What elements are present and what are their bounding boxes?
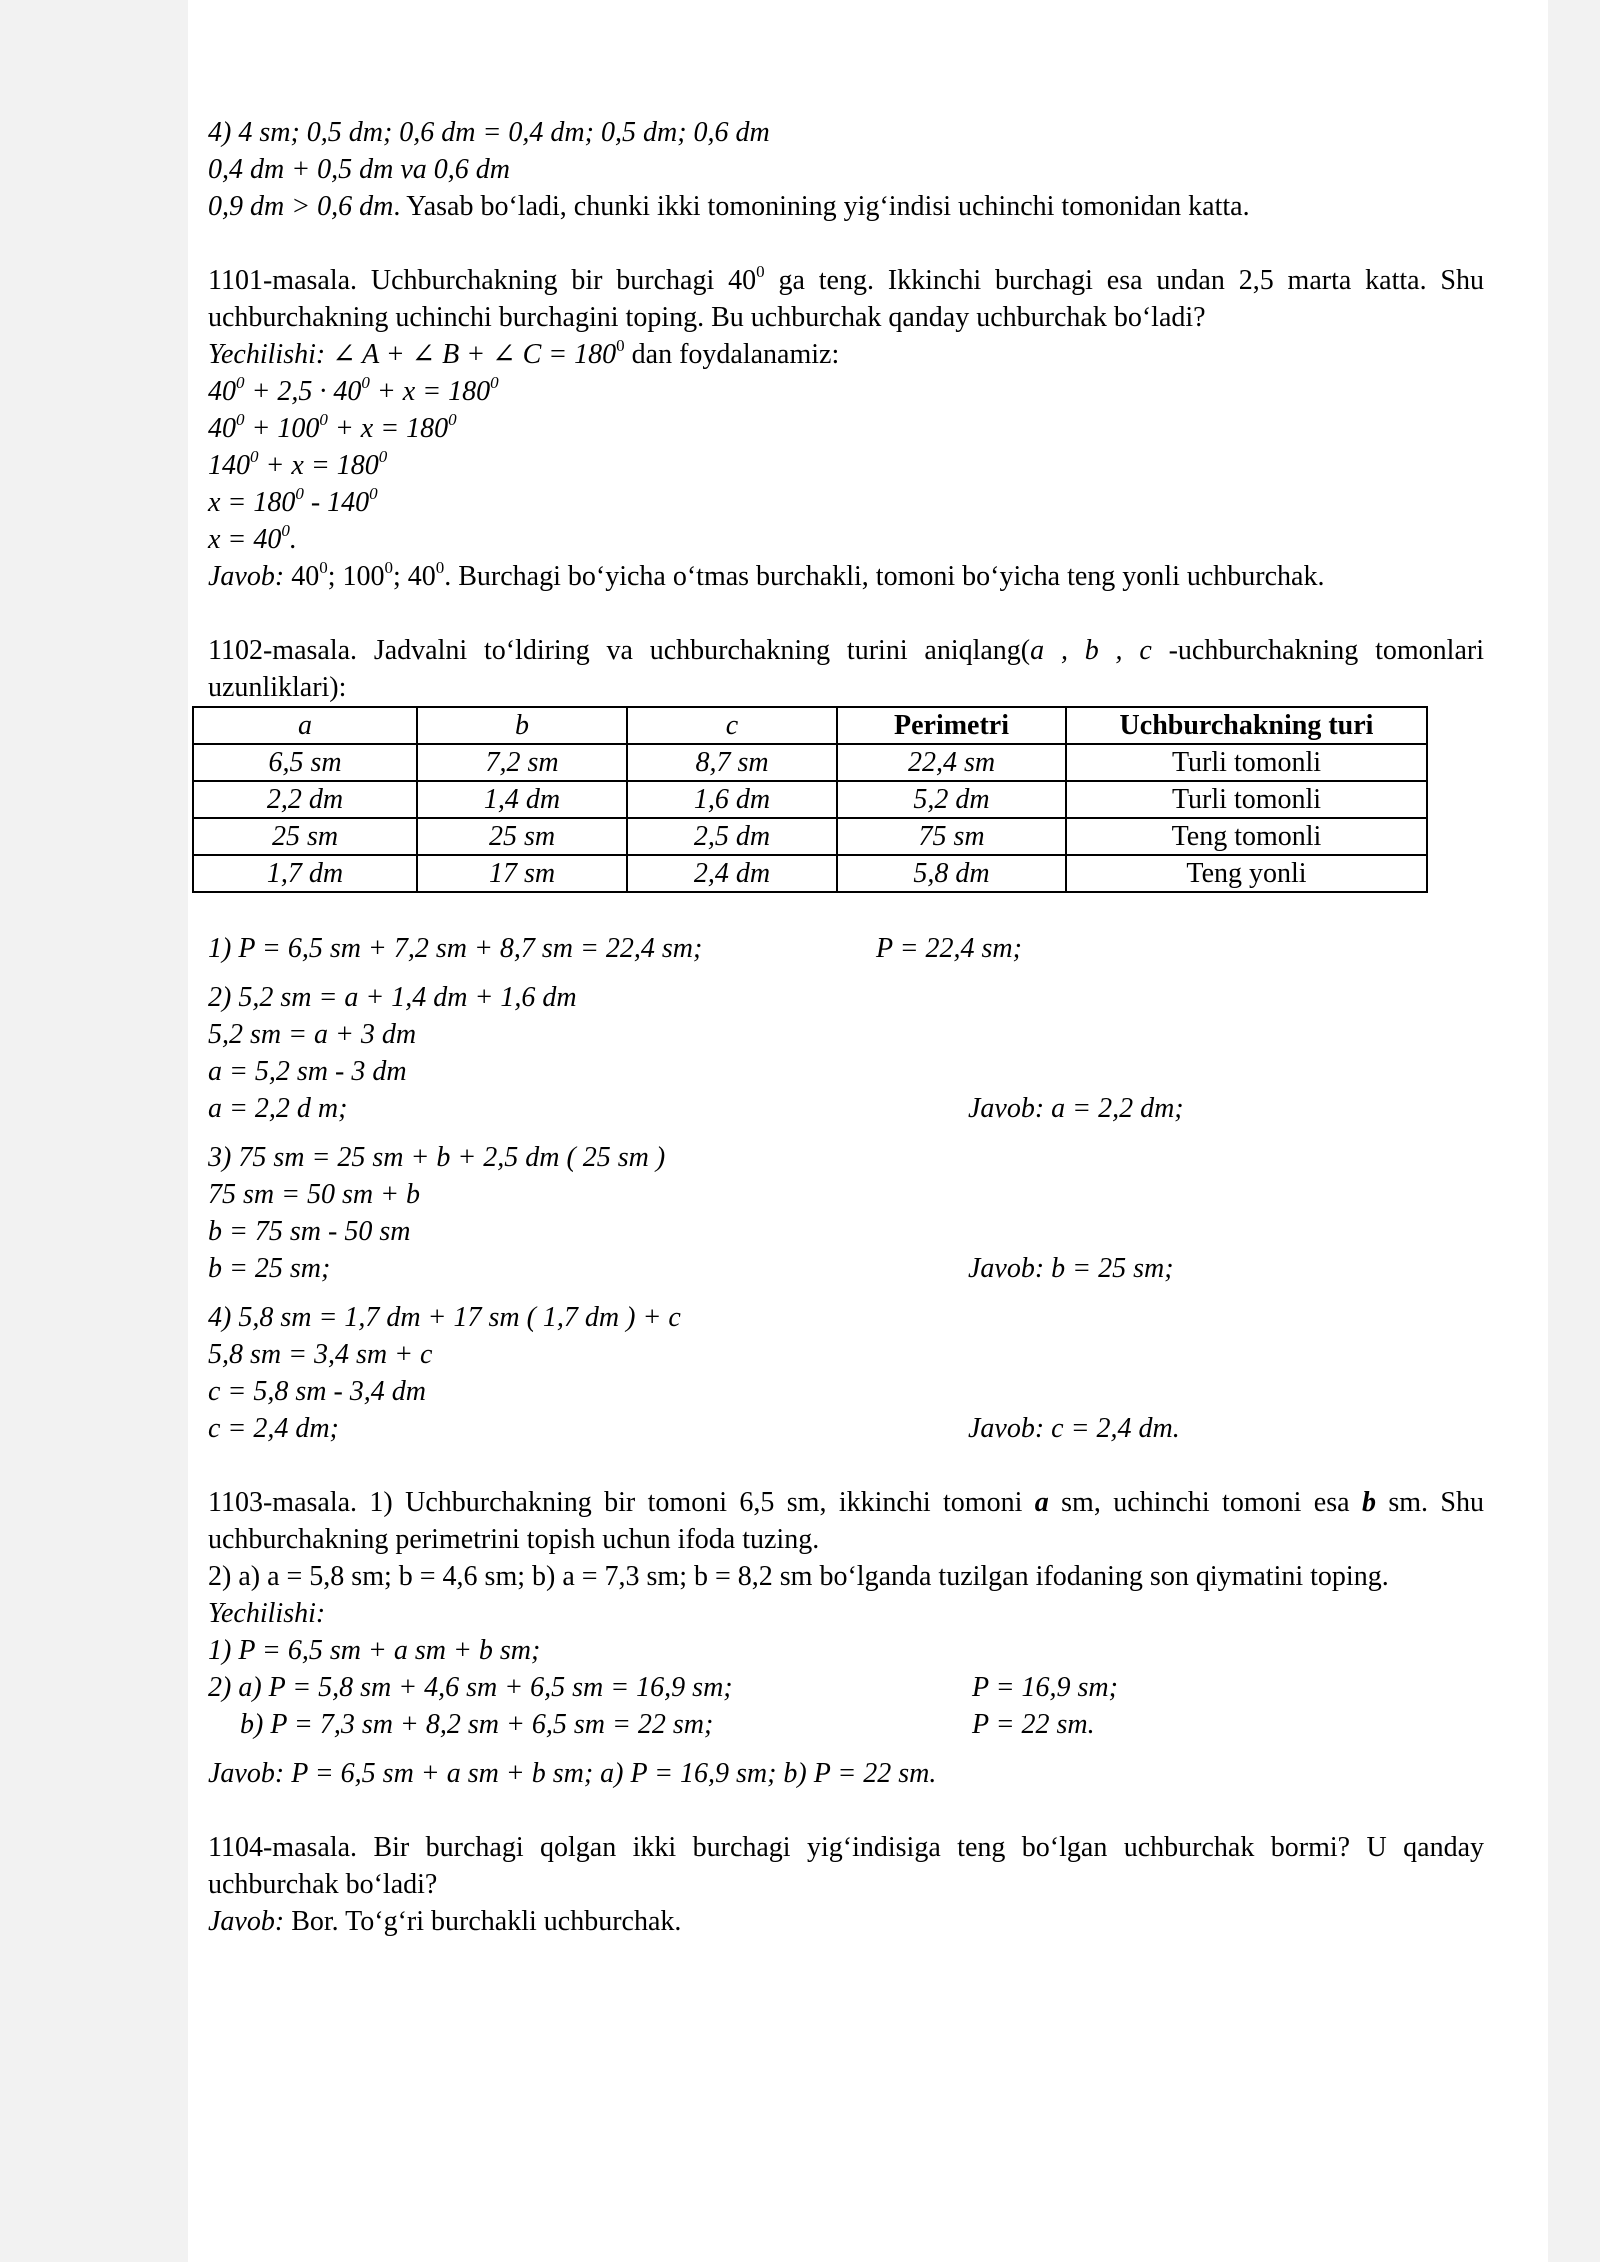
solution-line: 1) P = 6,5 sm + a sm + b sm; (208, 1635, 541, 1666)
equation-line: $x = 180^0 - 140^0$ (208, 483, 378, 518)
table-cell: 2,4 dm (627, 855, 837, 892)
table-row (193, 781, 1427, 818)
problem-1102-statement: 1102-masala. Jadvalni to‘ldiring va uchburchakning turini aniqlang(a , b , c -uchburchakning tomonlari uzunliklari): (208, 635, 1484, 703)
solution-header: Yechilishi: ∠ A + ∠ B + ∠ $C = 180^0$ dan foydalanamiz: (208, 335, 840, 370)
solution-line: a = 5,2 sm - 3 dm (208, 1056, 407, 1087)
solution-line: b = 25 sm; Javob: b = 25 sm; (208, 1253, 1174, 1284)
column-header: Perimetri (837, 707, 1066, 744)
solution-line: b = 75 sm - 50 sm (208, 1216, 411, 1247)
text-line (208, 151, 1484, 188)
table-cell: 17 sm (417, 855, 627, 892)
table-cell: 25 sm (417, 818, 627, 855)
table-cell: Turli tomonli (1066, 744, 1427, 781)
text: . Yasab bo‘ladi, chunki ikki tomonining yig‘indisi uchinchi tomonidan katta. (393, 191, 1250, 222)
solution-line: 2) 5,2 sm = a + 1,4 dm + 1,6 dm (208, 982, 577, 1013)
solution-line: c = 2,4 dm; Javob: c = 2,4 dm. (208, 1413, 1180, 1444)
table-cell: 5,2 dm (837, 781, 1066, 818)
problem-1103-part2: 2) a) a = 5,8 sm; b = 4,6 sm; b) a = 7,3 sm; b = 8,2 sm bo‘lganda tuzilgan ifodaning son qiymatini toping. (208, 1561, 1389, 1592)
table-cell: 7,2 sm (417, 744, 627, 781)
column-header: a (193, 707, 417, 744)
table-cell: 2,5 dm (627, 818, 837, 855)
equation-line: $140^0 + x = 180^0$ (208, 446, 388, 481)
table-cell: 25 sm (193, 818, 417, 855)
table-cell: 75 sm (837, 818, 1066, 855)
table-cell: 2,2 dm (193, 781, 417, 818)
table-header-row (193, 707, 1427, 744)
document-content (208, 114, 1484, 1940)
solution-header: Yechilishi: (208, 1598, 326, 1629)
equation-line: $40^0 + 2,5 \cdot 40^0 + x = 180^0$ (208, 372, 499, 407)
column-header: Uchburchakning turi (1066, 707, 1427, 744)
table-cell: 5,8 dm (837, 855, 1066, 892)
triangle-table (192, 706, 1428, 893)
table-cell: Teng tomonli (1066, 818, 1427, 855)
solution-line: 75 sm = 50 sm + b (208, 1179, 421, 1210)
table-cell: Teng yonli (1066, 855, 1427, 892)
table-cell: 22,4 sm (837, 744, 1066, 781)
table-cell: 6,5 sm (193, 744, 417, 781)
solution-line: 5,2 sm = a + 3 dm (208, 1019, 417, 1050)
math-expression: 0,9 dm > 0,6 dm (208, 191, 394, 222)
solution-line: 3) 75 sm = 25 sm + b + 2,5 dm ( 25 sm ) (208, 1142, 666, 1173)
answer-line: Javob: P = 6,5 sm + a sm + b sm; a) P = 16,9 sm; b) P = 22 sm. (208, 1758, 937, 1789)
solution-line: c = 5,8 sm - 3,4 dm (208, 1376, 426, 1407)
solution-line: a = 2,2 d m; Javob: a = 2,2 dm; (208, 1093, 1184, 1124)
table-row (193, 744, 1427, 781)
solution-line: 4) 5,8 sm = 1,7 dm + 17 sm ( 1,7 dm ) + c (208, 1302, 681, 1333)
answer-line: Javob: Bor. To‘g‘ri burchakli uchburchak. (208, 1906, 682, 1937)
table-cell: Turli tomonli (1066, 781, 1427, 818)
table-cell: 8,7 sm (627, 744, 837, 781)
solution-line: 1) P = 6,5 sm + 7,2 sm + 8,7 sm = 22,4 sm; P = 22,4 sm; (208, 933, 1022, 964)
table-row (193, 855, 1427, 892)
math-expression: 0,4 dm + 0,5 dm va 0,6 dm (208, 154, 510, 185)
text-line (208, 114, 1484, 151)
math-expression: 4) 4 sm; 0,5 dm; 0,6 dm = 0,4 dm; 0,5 dm; 0,6 dm (208, 117, 770, 148)
problem-1103-statement: 1103-masala. 1) Uchburchakning bir tomoni 6,5 sm, ikkinchi tomoni a sm, uchinchi tomoni esa b sm. Shu uchburchakning perimetrini topish uchun ifoda tuzing. (208, 1487, 1484, 1555)
equation-line: $x = 40^0$. (208, 520, 297, 555)
equation-line: $40^0 + 100^0 + x = 180^0$ (208, 409, 457, 444)
solution-line: 5,8 sm = 3,4 sm + c (208, 1339, 433, 1370)
column-header: c (627, 707, 837, 744)
document-page (188, 0, 1548, 2262)
solution-line: 2) a) P = 5,8 sm + 4,6 sm + 6,5 sm = 16,9 sm; P = 16,9 sm; (208, 1672, 1118, 1703)
column-header: b (417, 707, 627, 744)
answer-line: Javob: $40^0$; $100^0$; $40^0$. Burchagi bo‘yicha o‘tmas burchakli, tomoni bo‘yicha teng yonli uchburchak. (208, 557, 1325, 592)
problem-1104-statement: 1104-masala. Bir burchagi qolgan ikki burchagi yig‘indisiga teng bo‘lgan uchburchak bormi? U qanday uchburchak bo‘ladi? (208, 1832, 1484, 1900)
table-cell: 1,4 dm (417, 781, 627, 818)
text-line (208, 188, 1484, 225)
table-cell: 1,7 dm (193, 855, 417, 892)
problem-1101-statement: 1101-masala. Uchburchakning bir burchagi $40^0$ ga teng. Ikkinchi burchagi esa undan 2,5 marta katta. Shu uchburchakning uchinchi burchagini toping. Bu uchburchak qanday uchburchak bo‘ladi? (208, 261, 1484, 333)
table-row (193, 818, 1427, 855)
solution-line: b) P = 7,3 sm + 8,2 sm + 6,5 sm = 22 sm; P = 22 sm. (240, 1709, 1095, 1740)
table-cell: 1,6 dm (627, 781, 837, 818)
